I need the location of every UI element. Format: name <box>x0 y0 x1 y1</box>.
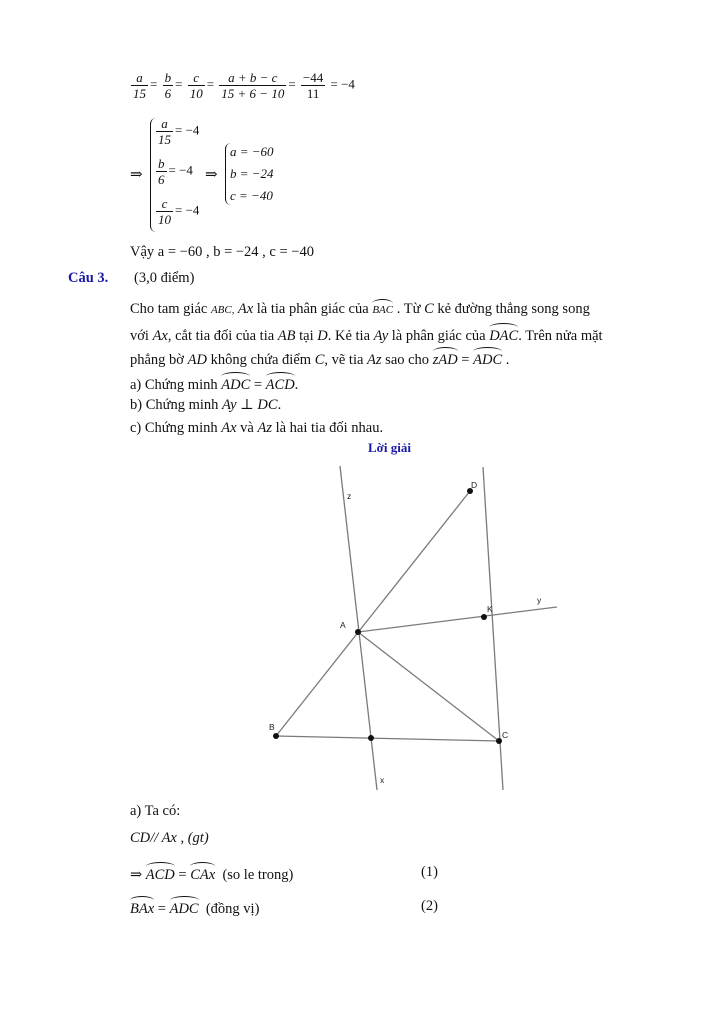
label-b: B <box>269 722 275 732</box>
solution-a: a = −60 <box>230 144 274 159</box>
answer-line-2-number: (1) <box>421 864 438 880</box>
system-row-b: $\frac{b}{6}$ = −4 <box>158 156 193 187</box>
point-b <box>273 733 279 739</box>
conclusion-line: Vậy a = −60 , b = −24 , c = −40 <box>130 244 314 260</box>
implies-arrow-1: ⇒ <box>130 167 143 183</box>
implies-arrow-2: ⇒ <box>205 167 218 183</box>
problem-line-1: Cho tam giác ABC, Ax là tia phân giác của BAC . Từ C kẻ đường thẳng song song <box>130 301 590 317</box>
point-k <box>481 614 487 620</box>
answer-line-3-number: (2) <box>421 898 438 914</box>
problem-line-2: với Ax, cắt tia đối của tia AB tại D. Kẻ tia Ay là phân giác của DAC. Trên nửa mặt <box>130 325 603 345</box>
segment-b-d <box>276 491 470 736</box>
label-y: y <box>537 595 542 605</box>
problem-line-3: phẳng bờ AD không chứa điểm C, vẽ tia Az sao cho zAD = ADC . <box>130 349 509 369</box>
ray-a-y <box>358 607 557 632</box>
label-z: z <box>347 491 352 501</box>
system-row-a: $\frac{a}{15}$ = −4 <box>158 116 200 147</box>
answer-line-1: CD// Ax , (gt) <box>130 830 209 846</box>
proportion-result: = −4 <box>330 76 355 92</box>
part-c-statement: c) Chứng minh Ax và Az là hai tia đối nhau. <box>130 420 384 436</box>
label-c: C <box>502 730 509 740</box>
label-a: A <box>340 620 346 630</box>
answer-line-2: ⇒ ACD = CAx (so le trong) <box>130 864 293 884</box>
question-label: Câu 3. <box>68 270 109 286</box>
question-points: (3,0 điểm) <box>134 270 195 286</box>
point-intersection <box>368 735 374 741</box>
answer-intro: a) Ta có: <box>130 803 181 819</box>
answer-line-3: BAx = ADC (đồng vị) <box>130 898 259 918</box>
label-k: K <box>487 604 493 614</box>
segment-a-c <box>358 632 499 741</box>
solution-title: Lời giải <box>368 440 411 455</box>
point-a <box>355 629 361 635</box>
solution-c: c = −40 <box>230 188 273 203</box>
label-d: D <box>471 480 478 490</box>
label-x: x <box>380 775 385 785</box>
solution-b: b = −24 <box>230 166 274 181</box>
proportion-equation: $\frac{a}{15}$ = $\frac{b}{6}$ = $\frac{c}{10}$ = $\frac{a + b - c}{15 + 6 - 10}$ = $\frac{-44}{11}$ = −4 <box>133 70 355 101</box>
part-b-statement: b) Chứng minh Ay ⊥ DC. <box>130 397 282 413</box>
system-row-c: $\frac{c}{10}$ = −4 <box>158 196 200 227</box>
part-a-statement: a) Chứng minh ADC = ACD. <box>130 374 298 394</box>
segment-b-c <box>276 736 499 741</box>
